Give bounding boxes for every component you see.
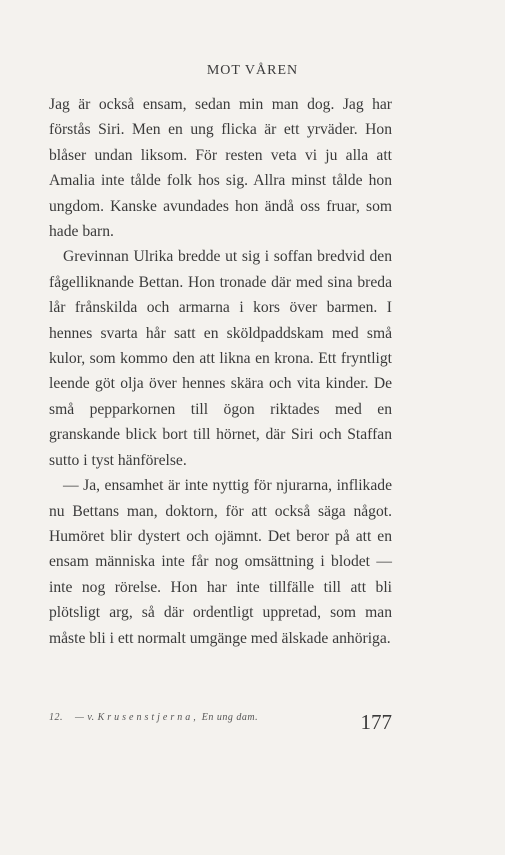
page-number: 177 bbox=[360, 710, 392, 734]
signature-number: 12. bbox=[49, 712, 63, 723]
running-head: MOT VÅREN bbox=[206, 63, 299, 78]
signature-dash: — v. bbox=[75, 712, 95, 723]
printer-signature bbox=[49, 712, 258, 723]
paragraph-2: Grevinnan Ulrika bredde ut sig i soffan bredvid den fågelliknande Bettan. Hon tronade där med sina breda lår frånskilda och armarna i kors över barmen. I hennes svarta hår satt en sköldpaddskam med små kulor, som kommo den att likna en krona. Ett fryntligt leende göt olja över hennes skära och vita kinder. De små pepparkornen till ögon riktades med en granskande blick bort till hörnet, där Siri och Staffan sutto i tyst hänförelse. bbox=[49, 248, 392, 469]
body-text bbox=[49, 92, 392, 651]
page-footer bbox=[49, 712, 394, 742]
paragraph-1: Jag är också ensam, sedan min man dog. Jag har förstås Siri. Men en ung flicka är ett yrväder. Hon blåser undan liksom. För resten veta vi ju alla att Amalia inte tålde folk hos sig. Allra minst tålde hon ungdom. Kanske avundades hon ändå oss fruar, som hade barn. bbox=[49, 96, 392, 241]
signature-author: Krusenstjerna, bbox=[97, 712, 199, 723]
signature-title: En ung dam. bbox=[201, 712, 259, 723]
paragraph-3: — Ja, ensamhet är inte nyttig för njurarna, inflikade nu Bettans man, doktorn, för att också säga något. Humöret blir dystert och ojämnt. Det beror på att en ensam människa inte får nog omsättning i blodet — inte nog rörelse. Hon har inte tillfälle till att bli plötsligt arg, så där ordentligt uppretad, som man måste bli i ett normalt umgänge med älskade anhöriga. bbox=[49, 477, 392, 647]
